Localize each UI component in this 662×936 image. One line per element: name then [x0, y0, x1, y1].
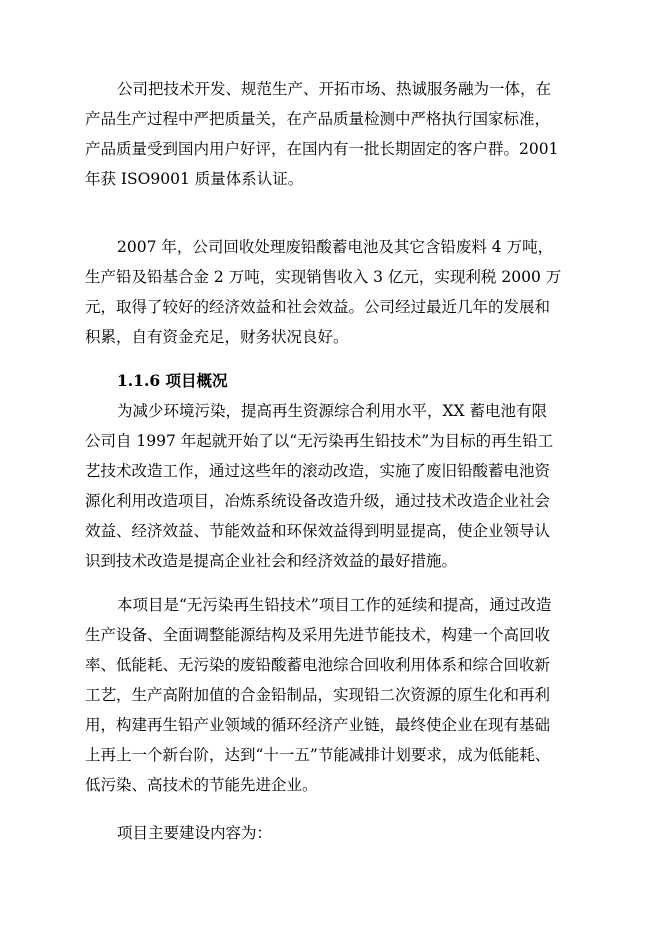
text-line: 低污染、高技术的节能先进企业。 [85, 776, 318, 794]
paragraph-project-background [85, 396, 585, 576]
text-line: 效益、经济效益、节能效益和环保效益得到明显提高，使企业领导认 [85, 522, 551, 540]
paragraph-construction-intro [85, 818, 585, 848]
paragraph-2007-results [85, 232, 585, 352]
text-line: 生产铅及铅基合金 2 万吨，实现销售收入 3 亿元，实现利税 2000 万 [85, 268, 562, 286]
text-line: 产品生产过程中严把质量关，在产品质量检测中严格执行国家标准， [85, 110, 551, 128]
text-line: 2007 年，公司回收处理废铅酸蓄电池及其它含铅废料 4 万吨， [117, 238, 554, 256]
text-line: 生产设备、全面调整能源结构及采用先进节能技术，构建一个高回收 [85, 626, 551, 644]
text-line: 艺技术改造工作，通过这些年的滚动改造，实施了废旧铅酸蓄电池资 [85, 462, 551, 480]
text-line: 本项目是“无污染再生铅技术”项目工作的延续和提高，通过改造 [117, 596, 552, 614]
text-line: 公司把技术开发、规范生产、开拓市场、热诚服务融为一体，在 [117, 80, 552, 98]
section-heading: 1.1.6 项目概况 [117, 371, 228, 390]
text-line: 积累，自有资金充足，财务状况良好。 [85, 328, 349, 346]
text-line: 产品质量受到国内用户好评，在国内有一批长期固定的客户群。2001 [85, 140, 559, 158]
text-line: 年获 ISO9001 质量体系认证。 [85, 170, 304, 188]
text-line: 工艺，生产高附加值的合金铅制品，实现铅二次资源的原生化和再利 [85, 686, 551, 704]
text-line: 公司自 1997 年起就开始了以“无污染再生铅技术”为目标的再生铅工 [85, 432, 554, 450]
text-line: 元，取得了较好的经济效益和社会效益。公司经过最近几年的发展和 [85, 298, 551, 316]
text-line: 率、低能耗、无污染的废铅酸蓄电池综合回收利用体系和综合回收新 [85, 656, 551, 674]
text-line: 用，构建再生铅产业领域的循环经济产业链，最终使企业在现有基础 [85, 716, 551, 734]
text-line: 为减少环境污染，提高再生资源综合利用水平，XX 蓄电池有限 [117, 402, 547, 420]
paragraph-project-scope [85, 590, 585, 800]
text-line: 项目主要建设内容为： [117, 824, 273, 842]
paragraph-company-quality [85, 74, 585, 194]
text-line: 识到技术改造是提高企业社会和经济效益的最好措施。 [85, 552, 458, 570]
text-line: 源化利用改造项目，冶炼系统设备改造升级，通过技术改造企业社会 [85, 492, 551, 510]
text-line: 上再上一个新台阶，达到“十一五”节能减排计划要求，成为低能耗、 [85, 746, 551, 764]
